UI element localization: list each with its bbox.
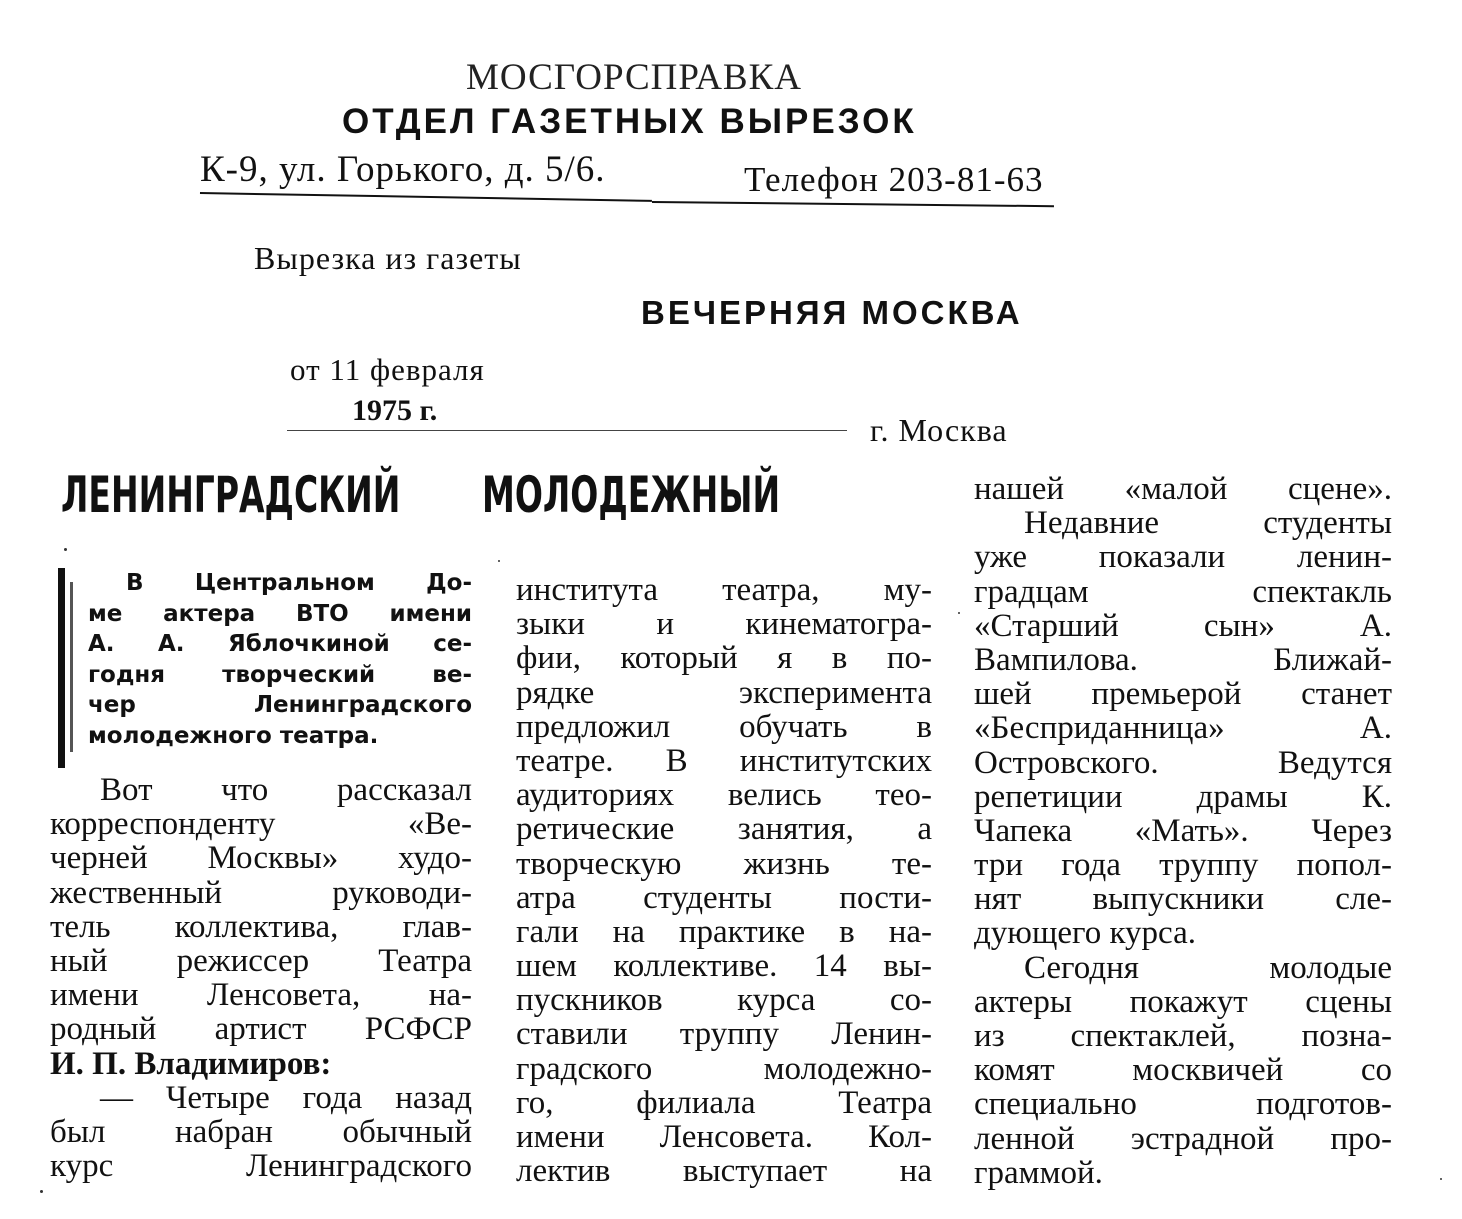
body-line: имени Ленсовета. Кол-: [516, 1119, 932, 1155]
body-line: комят москвичей со: [974, 1052, 1392, 1089]
body-line: рядке эксперимента: [516, 674, 932, 711]
body-line: «Старший сын» А.: [974, 607, 1392, 644]
body-line: три года труппу попол-: [974, 847, 1392, 884]
body-line: шем коллективе. 14 вы-: [516, 948, 932, 985]
body-line: граммой.: [974, 1154, 1103, 1191]
header-underline-right: [652, 201, 1054, 207]
body-line: жественный руководи-: [50, 874, 472, 911]
body-line: репетиции драмы К.: [974, 778, 1392, 815]
clipping-date: от 11 февраля: [290, 352, 485, 387]
body-line: «Бесприданница» А.: [974, 710, 1392, 747]
body-line: ный режиссер Театра: [50, 942, 472, 979]
body-line: черней Москвы» худо-: [50, 840, 472, 877]
body-line: ретические занятия, а: [516, 811, 932, 848]
body-line: Чапека «Мать». Через: [974, 812, 1392, 849]
header-underline: [200, 192, 652, 202]
body-line: был набран обычный: [50, 1113, 472, 1150]
article-column-3: [974, 472, 1392, 1190]
headline-part-2: МОЛОДЕЖНЫЙ: [482, 466, 781, 524]
agency-name: МОСГОРСПРАВКА: [466, 57, 803, 98]
body-line: шей премьерой станет: [974, 676, 1392, 713]
body-line: го, филиала Театра: [516, 1084, 932, 1121]
body-line: Сегодня молодые: [1024, 949, 1392, 986]
body-line: театре. В институтских: [516, 742, 932, 779]
body-line: лектив выступает на: [516, 1153, 932, 1190]
article-lead: [88, 568, 472, 751]
body-line: ставили труппу Ленин-: [516, 1016, 932, 1053]
body-line: нят выпускники сле-: [974, 881, 1392, 918]
body-line: аудиториях велись тео-: [516, 777, 932, 814]
body-line: градцам спектакль: [974, 573, 1392, 610]
body-line: корреспонденту «Ве-: [50, 806, 472, 843]
address-line: К-9, ул. Горького, д. 5/6.: [200, 149, 606, 190]
headline-part-1: ЛЕНИНГРАДСКИЙ: [61, 466, 401, 524]
body-line: творческую жизнь те-: [516, 845, 932, 882]
lead-line: А. А. Яблочкиной се-: [88, 631, 472, 657]
lead-line: В Центральном До-: [126, 570, 472, 596]
department-name: ОТДЕЛ ГАЗЕТНЫХ ВЫРЕЗОК: [342, 102, 917, 141]
newspaper-name: ВЕЧЕРНЯЯ МОСКВА: [641, 294, 1023, 331]
body-line: из спектаклей, позна-: [974, 1018, 1392, 1054]
article-column-2: [516, 573, 932, 1188]
body-line: курс Ленинградского: [50, 1148, 472, 1185]
body-line: актеры покажут сцены: [974, 983, 1392, 1020]
body-line: института театра, му-: [516, 572, 932, 608]
clipping-source-label: Вырезка из газеты: [254, 240, 522, 276]
body-line: имени Ленсовета, на-: [50, 977, 472, 1014]
clipping-year: 1975 г.: [352, 394, 438, 427]
scan-speck: [498, 560, 500, 562]
body-line: фии, который я в по-: [516, 640, 932, 677]
body-line: родный артист РСФСР: [50, 1011, 472, 1048]
body-line: ленной эстрадной про-: [974, 1120, 1392, 1157]
body-line: И. П. Владимиров:: [50, 1045, 332, 1082]
scan-speck: [1440, 1178, 1442, 1180]
body-line: Островского. Ведутся: [974, 744, 1392, 781]
lead-line: молодежного театра.: [88, 722, 379, 749]
lead-line: чер Ленинградского: [88, 692, 472, 718]
body-line: дующего курса.: [974, 915, 1196, 952]
lead-line: годня творческий ве-: [88, 661, 472, 688]
body-line: атра студенты пости-: [516, 879, 932, 916]
scan-speck: [40, 1190, 43, 1193]
phone-line: Телефон 203-81-63: [744, 160, 1044, 199]
body-line: зыки и кинематогра-: [516, 606, 932, 643]
body-line: Вот что рассказал: [100, 772, 472, 808]
lead-line: ме актера ВТО имени: [88, 600, 472, 627]
body-line: нашей «малой сцене».: [974, 471, 1392, 507]
scan-speck: [958, 612, 960, 614]
body-line: специально подготов-: [974, 1086, 1392, 1123]
article-column-1: [50, 773, 472, 1183]
scan-speck: [64, 548, 67, 551]
body-line: Вампилова. Ближай-: [974, 641, 1392, 678]
body-line: гали на практике в на-: [516, 913, 932, 950]
clipping-city: г. Москва: [870, 412, 1008, 448]
lead-marker-bar-inner: [70, 582, 73, 752]
body-line: уже показали ленин-: [974, 539, 1392, 576]
body-line: Недавние студенты: [1024, 505, 1392, 542]
date-underline: [287, 430, 847, 431]
body-line: — Четыре года назад: [100, 1079, 472, 1116]
body-line: пускников курса со-: [516, 982, 932, 1019]
lead-marker-bar: [58, 568, 65, 768]
body-line: предложил обучать в: [516, 708, 932, 745]
body-line: тель коллектива, глав-: [50, 908, 472, 945]
body-line: градского молодежно-: [516, 1050, 932, 1087]
